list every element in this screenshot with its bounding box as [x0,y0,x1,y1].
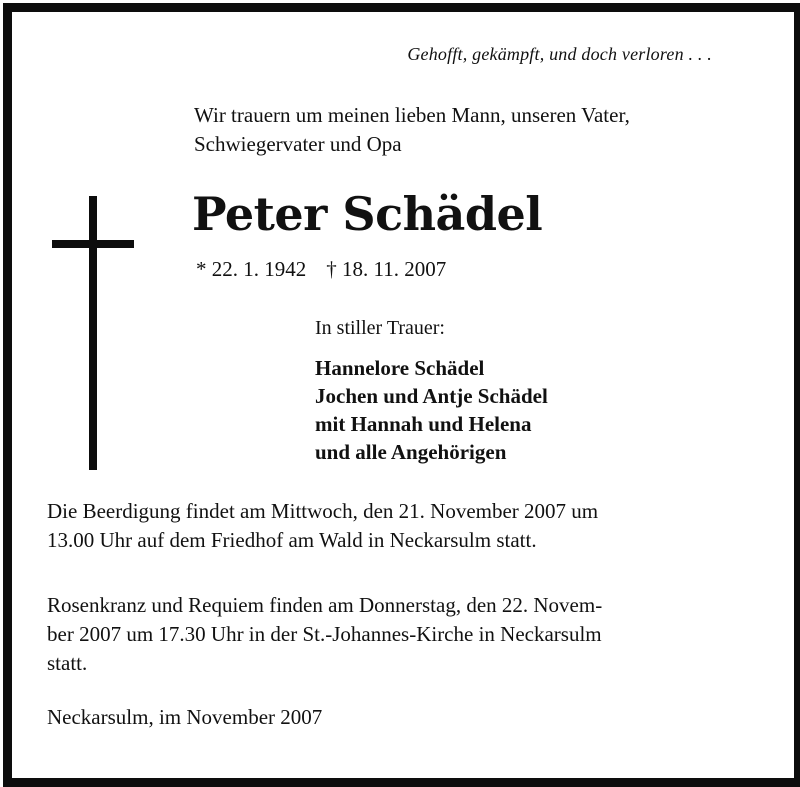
requiem-paragraph [47,591,602,678]
paragraph-line: ber 2007 um 17.30 Uhr in der St.-Johannes-Kirche in Neckarsulm [47,622,602,646]
paragraph-line: 13.00 Uhr auf dem Friedhof am Wald in Neckarsulm statt. [47,528,537,552]
mourners-list [315,354,548,466]
paragraph-line: Die Beerdigung findet am Mittwoch, den 21. November 2007 um [47,499,599,523]
cross-icon [52,196,134,470]
paragraph-line: Rosenkranz und Requiem finden am Donnerstag, den 22. Novem- [47,593,603,617]
motto: Gehofft, gekämpft, und doch verloren . . . [407,44,712,64]
closing-line: Neckarsulm, im November 2007 [47,705,323,729]
mourner-line: Jochen und Antje Schädel [315,384,548,408]
mourning-label: In stiller Trauer: [315,317,445,339]
intro-line: Schwiegervater und Opa [194,132,402,156]
death-date: † 18. 11. 2007 [326,257,447,281]
life-dates [196,257,446,282]
deceased-name: Peter Schädel [192,187,543,241]
funeral-paragraph [47,497,598,555]
mourner-line: und alle Angehörigen [315,440,507,464]
cross-horizontal-bar [52,240,134,248]
birth-date: * 22. 1. 1942 [196,257,307,281]
intro-line: Wir trauern um meinen lieben Mann, unseren Vater, [194,103,630,127]
cross-vertical-bar [89,196,97,470]
mourner-line: mit Hannah und Helena [315,412,532,436]
paragraph-line: statt. [47,651,88,675]
mourner-line: Hannelore Schädel [315,356,485,380]
intro-text [194,101,630,159]
